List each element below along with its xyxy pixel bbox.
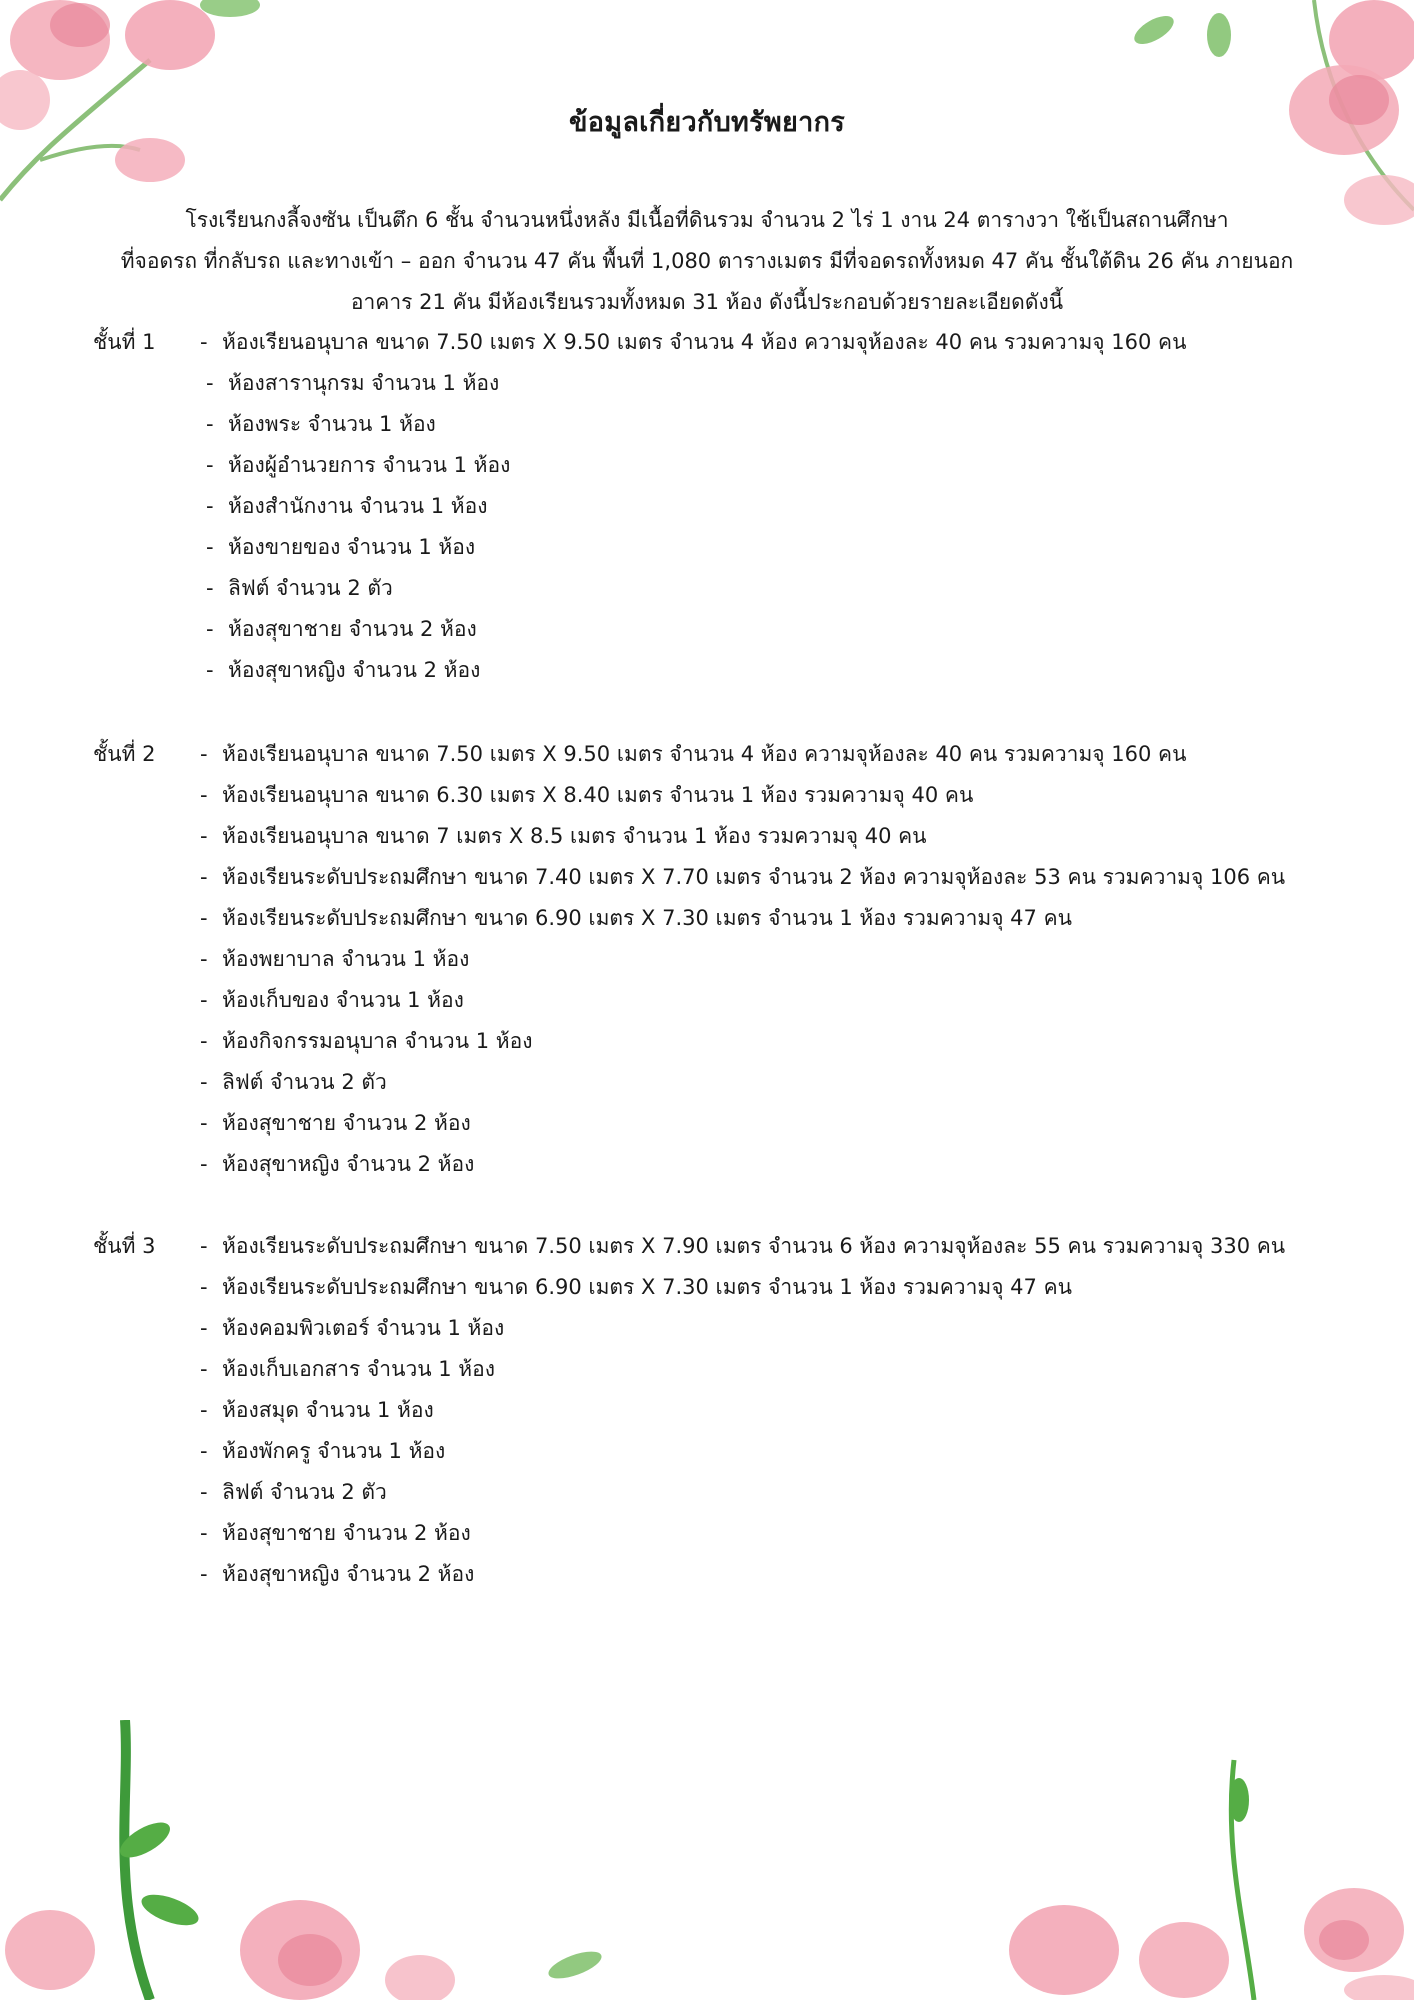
list-item [200,1431,445,1472]
bullet-dash: - [200,1398,208,1422]
list-item-text: ห้องเรียนระดับประถมศึกษา ขนาด 7.40 เมตร X 7.70 เมตร จำนวน 2 ห้อง ความจุห้องละ 53 คน รวมความจุ 106 คน [222,865,1286,889]
list-item-text: ห้องสุขาหญิง จำนวน 2 ห้อง [228,658,481,682]
floor-label: ชั้นที่ 3 [93,1234,156,1258]
bullet-dash: - [200,1316,208,1340]
bullet-dash: - [200,1562,208,1586]
list-item [206,527,475,568]
bullet-dash: - [200,947,208,971]
list-item [206,568,393,609]
list-item-text: ห้องสุขาชาย จำนวน 2 ห้อง [228,617,477,641]
bullet-dash: - [200,906,208,930]
list-item-text: ลิฟต์ จำนวน 2 ตัว [222,1480,387,1504]
intro-line: อาคาร 21 คัน มีห้องเรียนรวมทั้งหมด 31 ห้อง ดังนี้ประกอบด้วยรายละเอียดดังนี้ [350,290,1064,314]
list-item-text: ห้องสุขาชาย จำนวน 2 ห้อง [222,1111,471,1135]
intro-paragraph [60,200,1354,323]
intro-line: ที่จอดรถ ที่กลับรถ และทางเข้า – ออก จำนวน 47 คัน พื้นที่ 1,080 ตารางเมตร มีที่จอดรถทั้งหมด 47 คัน ชั้นใต้ดิน 26 คัน ภายนอก [120,249,1294,273]
list-item-text: ห้องสำนักงาน จำนวน 1 ห้อง [228,494,488,518]
bullet-dash: - [200,1070,208,1094]
page-title: ข้อมูลเกี่ยวกับทรัพยากร [568,107,846,138]
list-item [206,363,499,404]
bullet-dash: - [200,330,208,354]
list-item-text: ห้องเรียนอนุบาล ขนาด 7.50 เมตร X 9.50 เมตร จำนวน 4 ห้อง ความจุห้องละ 40 คน รวมความจุ 160 คน [222,742,1187,766]
list-item [206,486,488,527]
bullet-dash: - [206,494,214,518]
list-item-text: ห้องสมุด จำนวน 1 ห้อง [222,1398,434,1422]
list-item [200,857,1285,898]
bullet-dash: - [206,576,214,600]
bullet-dash: - [200,1111,208,1135]
list-item [200,816,927,857]
list-item-text: ห้องพักครู จำนวน 1 ห้อง [222,1439,446,1463]
bullet-dash: - [200,1480,208,1504]
list-item-text: ลิฟต์ จำนวน 2 ตัว [222,1070,387,1094]
list-item [200,734,1186,775]
bullet-dash: - [200,824,208,848]
floor-label: ชั้นที่ 2 [93,742,156,766]
bullet-dash: - [200,742,208,766]
floral-decoration-bottom-right [954,1740,1414,2000]
list-item [200,1021,533,1062]
list-item-text: ห้องสารานุกรม จำนวน 1 ห้อง [228,371,500,395]
bullet-dash: - [200,865,208,889]
bullet-dash: - [200,1439,208,1463]
list-item [206,404,436,445]
list-item [200,1513,471,1554]
list-item [200,1308,504,1349]
bullet-dash: - [206,412,214,436]
bullet-dash: - [200,783,208,807]
bullet-dash: - [200,988,208,1012]
bullet-dash: - [200,1521,208,1545]
list-item-text: ห้องเรียนอนุบาล ขนาด 6.30 เมตร X 8.40 เมตร จำนวน 1 ห้อง รวมความจุ 40 คน [222,783,974,807]
list-item [206,445,510,486]
bullet-dash: - [206,658,214,682]
list-item [200,1226,1285,1267]
list-item [200,1349,495,1390]
list-item-text: ห้องสุขาชาย จำนวน 2 ห้อง [222,1521,471,1545]
list-item [200,1144,474,1185]
list-item-text: ห้องกิจกรรมอนุบาล จำนวน 1 ห้อง [222,1029,533,1053]
list-item-text: ห้องเรียนอนุบาล ขนาด 7 เมตร X 8.5 เมตร จำนวน 1 ห้อง รวมความจุ 40 คน [222,824,927,848]
list-item [200,1062,387,1103]
bullet-dash: - [200,1275,208,1299]
list-item-text: ห้องเรียนระดับประถมศึกษา ขนาด 7.50 เมตร X 7.90 เมตร จำนวน 6 ห้อง ความจุห้องละ 55 คน รวมความจุ 330 คน [222,1234,1286,1258]
list-item-text: ห้องเรียนระดับประถมศึกษา ขนาด 6.90 เมตร X 7.30 เมตร จำนวน 1 ห้อง รวมความจุ 47 คน [222,906,1072,930]
list-item [200,980,464,1021]
bullet-dash: - [200,1152,208,1176]
intro-line: โรงเรียนกงลี้จงซัน เป็นตึก 6 ชั้น จำนวนหนึ่งหลัง มีเนื้อที่ดินรวม จำนวน 2 ไร่ 1 งาน 24 ตารางวา ใช้เป็นสถานศึกษา [185,208,1229,232]
list-item-text: ห้องเรียนอนุบาล ขนาด 7.50 เมตร X 9.50 เมตร จำนวน 4 ห้อง ความจุห้องละ 40 คน รวมความจุ 160 คน [222,330,1187,354]
bullet-dash: - [206,371,214,395]
list-item [200,322,1186,363]
floor-label: ชั้นที่ 1 [93,330,156,354]
list-item-text: ห้องพยาบาล จำนวน 1 ห้อง [222,947,470,971]
bullet-dash: - [206,535,214,559]
list-item-text: ห้องสุขาหญิง จำนวน 2 ห้อง [222,1152,475,1176]
list-item [200,939,469,980]
list-item [200,1267,1072,1308]
list-item-text: ห้องเก็บเอกสาร จำนวน 1 ห้อง [222,1357,496,1381]
bullet-dash: - [206,453,214,477]
list-item [200,1554,474,1595]
floral-decoration-bottom-left [0,1720,620,2000]
bullet-dash: - [200,1029,208,1053]
list-item-text: ห้องพระ จำนวน 1 ห้อง [228,412,436,436]
list-item [200,1103,471,1144]
list-item [200,898,1072,939]
bullet-dash: - [200,1357,208,1381]
list-item [200,1472,387,1513]
list-item-text: ห้องเก็บของ จำนวน 1 ห้อง [222,988,464,1012]
list-item-text: ห้องผู้อำนวยการ จำนวน 1 ห้อง [228,453,511,477]
list-item-text: ห้องคอมพิวเตอร์ จำนวน 1 ห้อง [222,1316,505,1340]
list-item-text: ห้องเรียนระดับประถมศึกษา ขนาด 6.90 เมตร X 7.30 เมตร จำนวน 1 ห้อง รวมความจุ 47 คน [222,1275,1072,1299]
bullet-dash: - [206,617,214,641]
list-item [206,609,477,650]
list-item [200,1390,434,1431]
list-item [200,775,973,816]
bullet-dash: - [200,1234,208,1258]
list-item-text: ลิฟต์ จำนวน 2 ตัว [228,576,393,600]
list-item-text: ห้องขายของ จำนวน 1 ห้อง [228,535,476,559]
list-item-text: ห้องสุขาหญิง จำนวน 2 ห้อง [222,1562,475,1586]
list-item [206,650,480,691]
